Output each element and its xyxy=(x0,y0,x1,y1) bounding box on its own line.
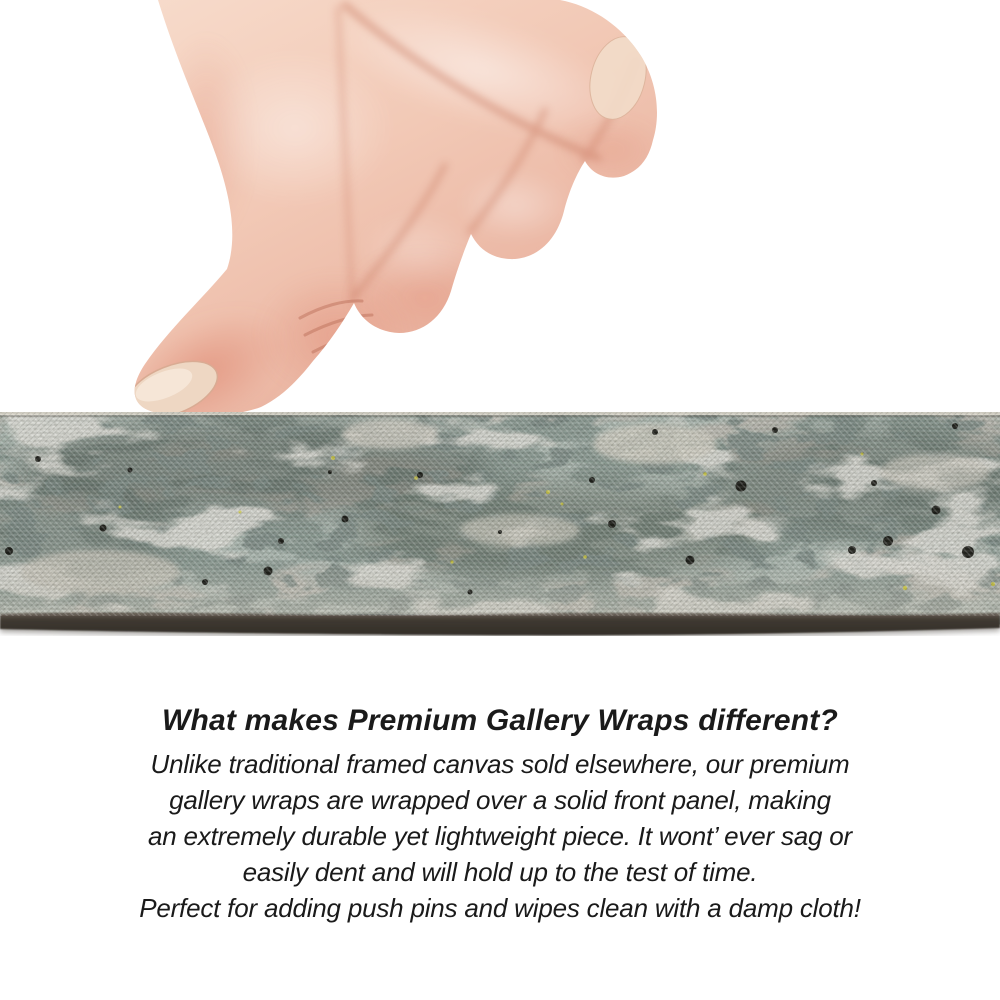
info-line: gallery wraps are wrapped over a solid front panel, making xyxy=(169,785,831,815)
hand-photo xyxy=(0,0,1000,418)
info-heading: What makes Premium Gallery Wraps different? xyxy=(161,704,839,737)
canvas-texture xyxy=(0,412,1000,636)
info-text xyxy=(0,701,1000,926)
info-line: an extremely durable yet lightweight piece. It wont’ ever sag or xyxy=(147,821,853,851)
canvas-edge-photo xyxy=(0,412,1000,636)
info-line: easily dent and will hold up to the test of time. xyxy=(242,857,758,887)
info-line: Perfect for adding push pins and wipes clean with a damp cloth! xyxy=(139,893,861,923)
info-line: Unlike traditional framed canvas sold elsewhere, our premium xyxy=(150,749,850,779)
